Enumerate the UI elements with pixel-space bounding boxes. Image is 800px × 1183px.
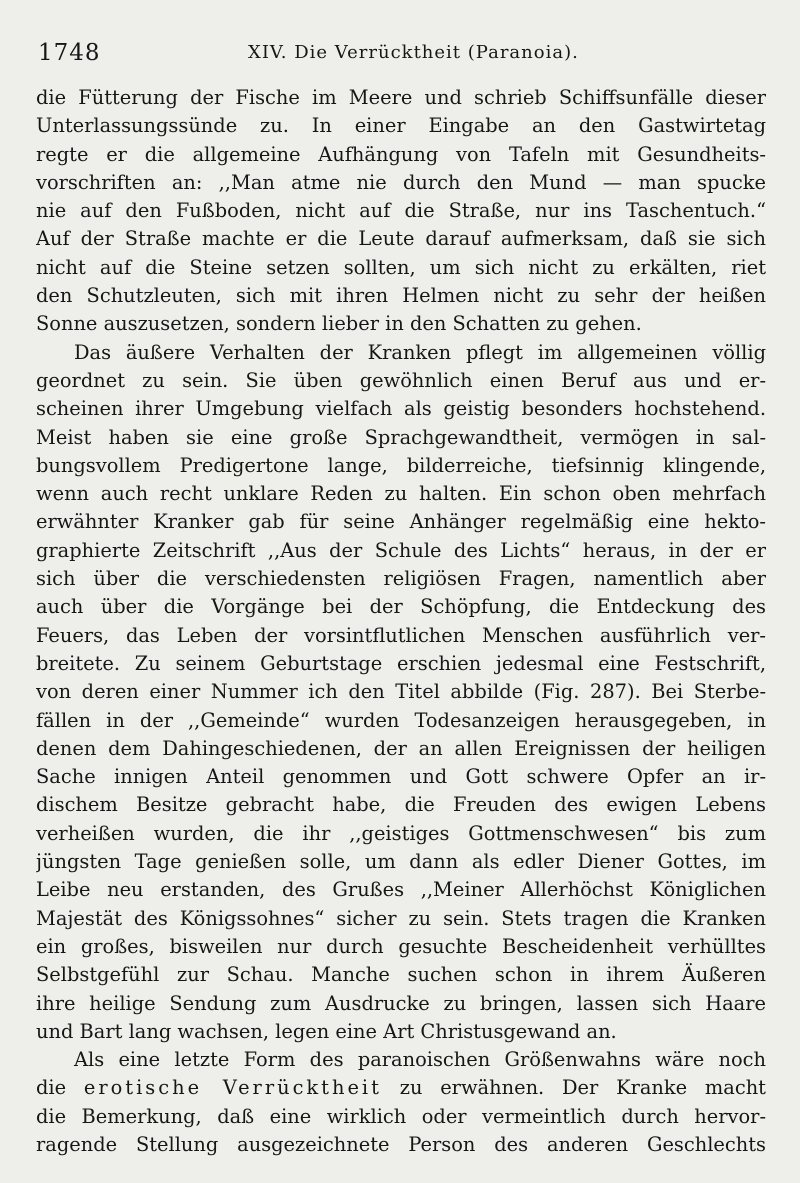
text-line: Meist haben sie eine große Sprachgewandtheit, vermögen in sal- [36,425,766,449]
text-line: verheißen wurden, die ihr ,,geistiges Gottmenschwesen“ bis zum [36,821,766,845]
text-line: ragende Stellung ausgezeichnete Person des anderen Geschlechts [36,1132,766,1156]
text-line: vorschriften an: ,,Man atme nie durch den Mund — man spucke [36,170,766,194]
text-line: den Schutzleuten, sich mit ihren Helmen nicht zu sehr der heißen [36,284,766,308]
text-line: die Bemerkung, daß eine wirklich oder vermeintlich durch hervor- [36,1104,766,1128]
text-line-with-spaced-term [36,1074,766,1102]
text-line: geordnet zu sein. Sie üben gewöhnlich einen Beruf aus und er- [36,368,766,392]
text-line: breitete. Zu seinem Geburtstage erschien jedesmal eine Festschrift, [36,651,766,675]
text-line: die Fütterung der Fische im Meere und schrieb Schiffsunfälle dieser [36,86,766,109]
body-text [36,84,766,1159]
text-line: scheinen ihrer Umgebung vielfach als geistig besonders hochstehend. [36,397,766,421]
text-line: Leibe neu erstanden, des Grußes ,,Meiner Allerhöchst Königlichen [36,878,766,902]
text-line: wenn auch recht unklare Reden zu halten. Ein schon oben mehrfach [36,482,766,506]
paragraph-first-line: Das äußere Verhalten der Kranken pflegt im allgemeinen völlig [74,340,766,364]
text-line: fällen in der ,,Gemeinde“ wurden Todesanzeigen herausgegeben, in [36,708,766,732]
text-line: von deren einer Nummer ich den Titel abbilde (Fig. 287). Bei Sterbe- [36,680,766,704]
text-line: denen dem Dahingeschiedenen, der an allen Ereignissen der heiligen [36,736,766,760]
text-segment: die [36,1076,84,1100]
text-line: Sonne auszusetzen, sondern lieber in den Schatten zu gehen. [36,312,642,336]
text-line: und Bart lang wachsen, legen eine Art Christusgewand an. [36,1019,617,1043]
text-line: Sache innigen Anteil genommen und Gott schwere Opfer an ir- [36,765,766,789]
text-line: graphierte Zeitschrift ,,Aus der Schule des Lichts“ heraus, in der er [36,538,766,562]
text-line: regte er die allgemeine Aufhängung von Tafeln mit Gesundheits- [36,142,766,166]
text-line: auch über die Vorgänge bei der Schöpfung, die Entdeckung des [36,595,766,619]
text-line: nicht auf die Steine setzen sollten, um sich nicht zu erkälten, riet [36,255,766,279]
text-line: Selbstgefühl zur Schau. Manche suchen schon in ihrem Äußeren [36,963,766,987]
running-head [38,38,764,68]
text-line: bungsvollem Predigertone lange, bilderreiche, tiefsinnig klingende, [36,453,766,477]
page-number: 1748 [38,40,101,66]
text-line: Unterlassungssünde zu. In einer Eingabe an den Gastwirtetag [36,114,766,138]
chapter-title: XIV. Die Verrücktheit (Paranoia). [248,42,579,63]
text-line: Majestät des Königssohnes“ sicher zu sein. Stets tragen die Kranken [36,906,766,930]
text-line: nie auf den Fußboden, nicht auf die Straße, nur ins Taschentuch.“ [36,199,766,223]
text-line: ihre heilige Sendung zum Ausdrucke zu bringen, lassen sich Haare [36,991,766,1015]
text-line: erwähnter Kranker gab für seine Anhänger regelmäßig eine hekto- [36,510,766,534]
text-line: Auf der Straße machte er die Leute darauf aufmerksam, daß sie sich [36,227,766,251]
text-line: jüngsten Tage genießen solle, um dann als edler Diener Gottes, im [36,850,766,874]
text-line: ein großes, bisweilen nur durch gesuchte Bescheidenheit verhülltes [36,934,766,958]
text-line: sich über die verschiedensten religiösen Fragen, namentlich aber [36,567,766,591]
spaced-term: erotische Verrücktheit [83,1076,382,1100]
text-line: dischem Besitze gebracht habe, die Freuden des ewigen Lebens [36,793,766,817]
text-line: Feuers, das Leben der vorsintflutlichen Menschen ausführlich ver- [36,623,766,647]
paragraph-first-line: Als eine letzte Form des paranoischen Größenwahns wäre noch [74,1048,766,1072]
text-segment: zu erwähnen. Der Kranke macht [381,1076,766,1100]
